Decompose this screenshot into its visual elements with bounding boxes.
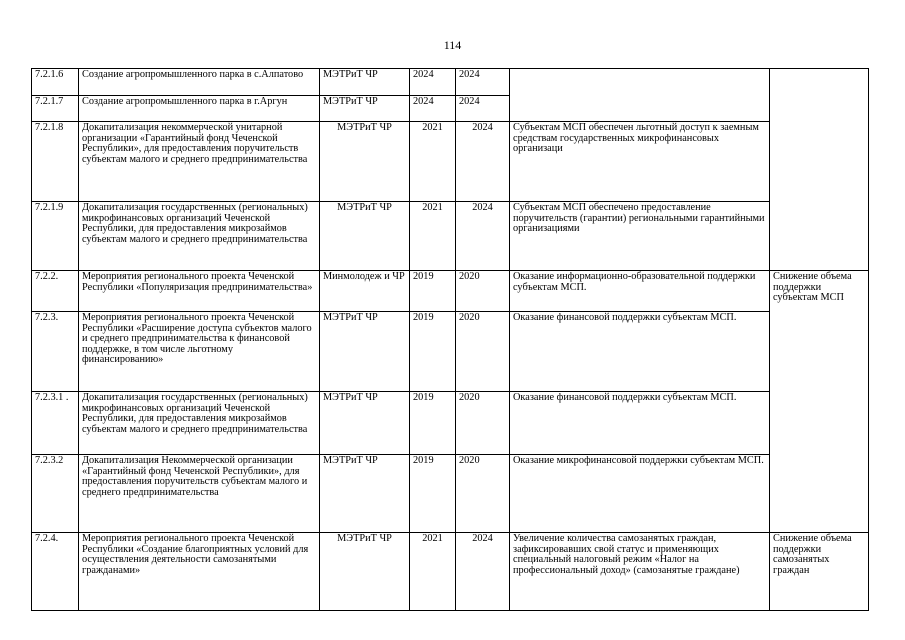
activity-name: Мероприятия регионального проекта Чеченской Республики «Создание благоприятных условий для осуществления деятельности самозанятыми гражданами» [79, 533, 320, 611]
table-row [32, 392, 869, 455]
executor: МЭТРиТ ЧР [320, 96, 410, 122]
end-year: 2020 [456, 312, 510, 392]
activity-name: Мероприятия регионального проекта Чеченской Республики «Расширение доступа субъектов малого и среднего предпринимательства к финансовой поддержке, в том числе льготному финансированию» [79, 312, 320, 392]
row-number: 7.2.1.9 [32, 202, 79, 271]
result-cell: Субъектам МСП обеспечен льготный доступ к заемным средствам государственных микрофинансовых организаци [510, 122, 770, 202]
start-year: 2024 [410, 69, 456, 96]
row-number: 7.2.3.1 . [32, 392, 79, 455]
risk-cell: Снижение объема поддержки субъектам МСП [770, 271, 869, 533]
start-year: 2021 [410, 122, 456, 202]
row-number: 7.2.1.7 [32, 96, 79, 122]
end-year: 2024 [456, 122, 510, 202]
activity-name: Докапитализация государственных (региональных) микрофинансовых организаций Чеченской Республики, для предоставления микрозаймов субъектам малого и среднего предпринимательства [79, 392, 320, 455]
activity-name: Мероприятия регионального проекта Чеченской Республики «Популяризация предпринимательства» [79, 271, 320, 312]
result-cell: Оказание финансовой поддержки субъектам МСП. [510, 312, 770, 392]
executor: МЭТРиТ ЧР [320, 122, 410, 202]
end-year: 2024 [456, 202, 510, 271]
result-cell: Оказание микрофинансовой поддержки субъектам МСП. [510, 455, 770, 533]
row-number: 7.2.3.2 [32, 455, 79, 533]
table-row [32, 271, 869, 312]
result-cell: Увеличение количества самозанятых граждан, зафиксировавших свой статус и применяющих специальный налоговый режим «Налог на профессиональный доход» (самозанятые граждане) [510, 533, 770, 611]
activity-name: Создание агропромышленного парка в г.Аргун [79, 96, 320, 122]
end-year: 2020 [456, 271, 510, 312]
start-year: 2019 [410, 271, 456, 312]
executor: МЭТРиТ ЧР [320, 455, 410, 533]
table-row [32, 533, 869, 611]
start-year: 2024 [410, 96, 456, 122]
table-row [32, 455, 869, 533]
table-row [32, 202, 869, 271]
result-cell: Оказание финансовой поддержки субъектам МСП. [510, 392, 770, 455]
executor: МЭТРиТ ЧР [320, 533, 410, 611]
program-table [31, 68, 869, 611]
table-row [32, 69, 869, 96]
executor: МЭТРиТ ЧР [320, 69, 410, 96]
executor: МЭТРиТ ЧР [320, 312, 410, 392]
row-number: 7.2.1.6 [32, 69, 79, 96]
start-year: 2019 [410, 392, 456, 455]
executor: МЭТРиТ ЧР [320, 392, 410, 455]
end-year: 2020 [456, 455, 510, 533]
risk-cell: Снижение объема поддержки самозанятых граждан [770, 533, 869, 611]
activity-name: Докапитализация государственных (региональных) микрофинансовых организаций Чеченской Республики, для предоставления микрозаймов субъектам малого и среднего предпринимательства [79, 202, 320, 271]
page-number: 114 [443, 38, 462, 52]
result-cell: Оказание информационно-образовательной поддержки субъектам МСП. [510, 271, 770, 312]
table-row [32, 122, 869, 202]
row-number: 7.2.3. [32, 312, 79, 392]
row-number: 7.2.1.8 [32, 122, 79, 202]
result-cell [510, 69, 770, 122]
row-number: 7.2.4. [32, 533, 79, 611]
start-year: 2019 [410, 455, 456, 533]
start-year: 2021 [410, 533, 456, 611]
start-year: 2019 [410, 312, 456, 392]
end-year: 2024 [456, 69, 510, 96]
start-year: 2021 [410, 202, 456, 271]
row-number: 7.2.2. [32, 271, 79, 312]
activity-name: Докапитализация некоммерческой унитарной организации «Гарантийный фонд Чеченской Республики», для предоставления поручительств субъектам малого и среднего предпринимательства [79, 122, 320, 202]
activity-name: Создание агропромышленного парка в с.Алпатово [79, 69, 320, 96]
activity-name: Докапитализация Некоммерческой организации «Гарантийный фонд Чеченской Республики», для предоставления поручительств субъектам малого и среднего предпринимательства [79, 455, 320, 533]
risk-cell [770, 69, 869, 271]
end-year: 2020 [456, 392, 510, 455]
executor: Минмолодеж и ЧР [320, 271, 410, 312]
result-cell: Субъектам МСП обеспечено предоставление поручительств (гарантии) региональными гарантийными организациями [510, 202, 770, 271]
table-row [32, 312, 869, 392]
end-year: 2024 [456, 533, 510, 611]
end-year: 2024 [456, 96, 510, 122]
executor: МЭТРиТ ЧР [320, 202, 410, 271]
